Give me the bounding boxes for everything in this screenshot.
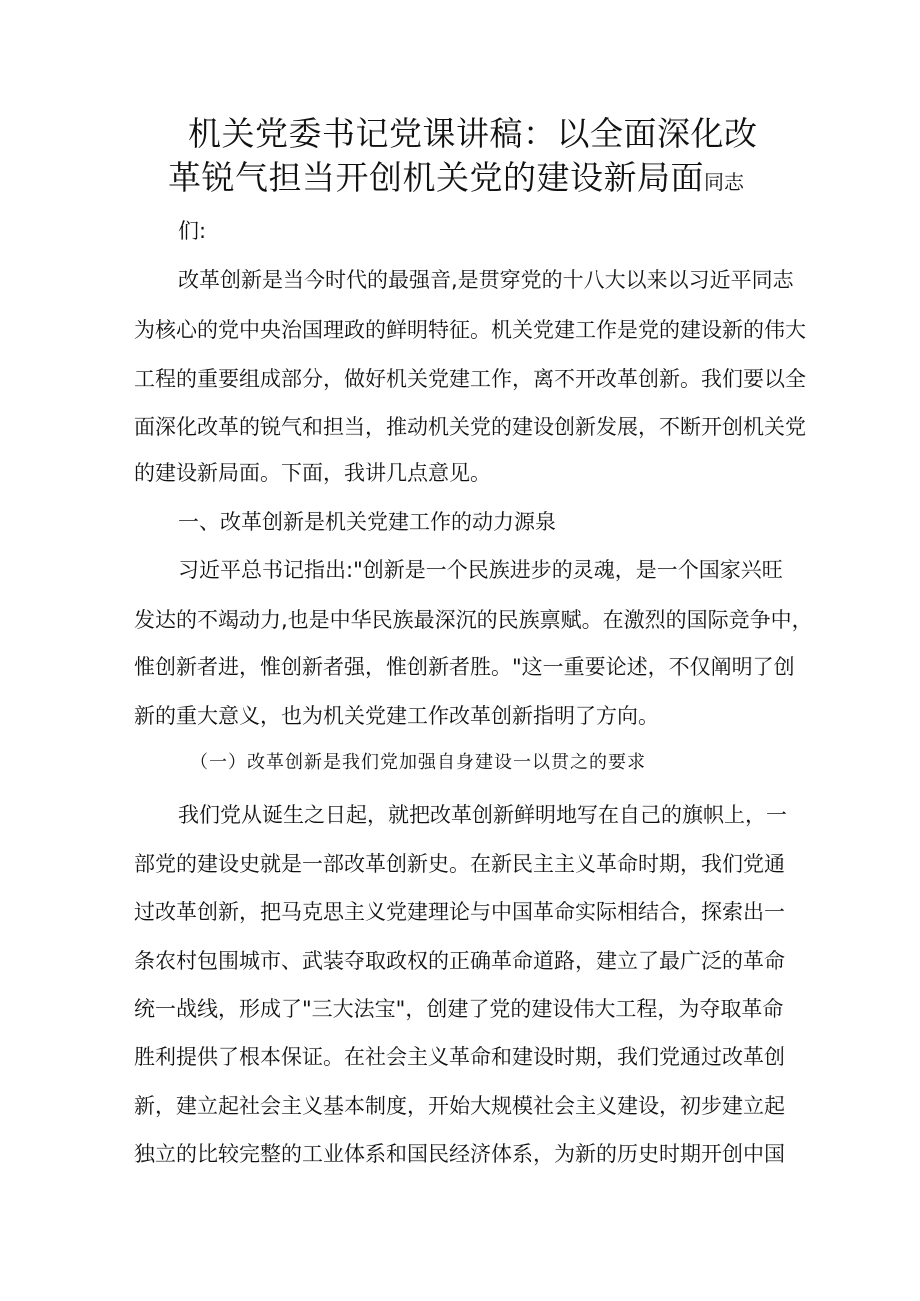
title-line-1: 机关党委书记党课讲稿：以全面深化改 bbox=[188, 114, 758, 153]
paragraph-line: 新的重大意义，也为机关党建工作改革创新指明了方向。 bbox=[134, 704, 659, 728]
title-line-2-text: 革锐气担当开创机关党的建设新局面 bbox=[168, 158, 704, 197]
paragraph-line: 习近平总书记指出:"创新是一个民族进步的灵魂，是一个国家兴旺 bbox=[178, 558, 783, 582]
paragraph-line: 部党的建设史就是一部改革创新史。在新民主主义革命时期，我们党通 bbox=[134, 852, 785, 876]
paragraph-line: 我们党从诞生之日起，就把改革创新鲜明地写在自己的旗帜上，一 bbox=[178, 803, 787, 827]
paragraph-line: 改革创新是当今时代的最强音,是贯穿党的十八大以来以习近平同志 bbox=[178, 268, 794, 292]
paragraph-line: 独立的比较完整的工业体系和国民经济体系，为新的历史时期开创中国 bbox=[134, 1142, 785, 1166]
paragraph-line: 面深化改革的锐气和担当，推动机关党的建设创新发展，不断开创机关党 bbox=[134, 415, 806, 439]
paragraph-line: 为核心的党中央治国理政的鲜明特征。机关党建工作是党的建设新的伟大 bbox=[134, 318, 806, 342]
paragraph-line: 条农村包围城市、武装夺取政权的正确革命道路，建立了最广泛的革命 bbox=[134, 949, 785, 973]
salutation: 们: bbox=[178, 219, 207, 243]
paragraph-line: 工程的重要组成部分，做好机关党建工作，离不开改革创新。我们要以全 bbox=[134, 367, 806, 391]
paragraph-line: 胜利提供了根本保证。在社会主义革命和建设时期，我们党通过改革创 bbox=[134, 1045, 785, 1069]
title-line-2-tail: 同志 bbox=[704, 170, 744, 194]
subsection-heading: （一）改革创新是我们党加强自身建设一以贯之的要求 bbox=[190, 752, 646, 773]
paragraph-line: 的建设新局面。下面，我讲几点意见。 bbox=[134, 461, 491, 485]
section-heading: 一、改革创新是机关党建工作的动力源泉 bbox=[178, 510, 556, 534]
title-line-2 bbox=[168, 156, 788, 204]
paragraph-line: 统一战线，形成了"三大法宝"，创建了党的建设伟大工程，为夺取革命 bbox=[134, 997, 784, 1021]
paragraph-line: 过改革创新，把马克思主义党建理论与中国革命实际相结合，探索出一 bbox=[134, 900, 785, 924]
paragraph-line: 发达的不竭动力,也是中华民族最深沉的民族禀赋。在激烈的国际竞争中， bbox=[134, 608, 813, 632]
paragraph-line: 惟创新者进，惟创新者强，惟创新者胜。"这一重要论述，不仅阐明了创 bbox=[134, 655, 795, 679]
document-title bbox=[168, 112, 788, 204]
paragraph-line: 新，建立起社会主义基本制度，开始大规模社会主义建设，初步建立起 bbox=[134, 1094, 785, 1118]
